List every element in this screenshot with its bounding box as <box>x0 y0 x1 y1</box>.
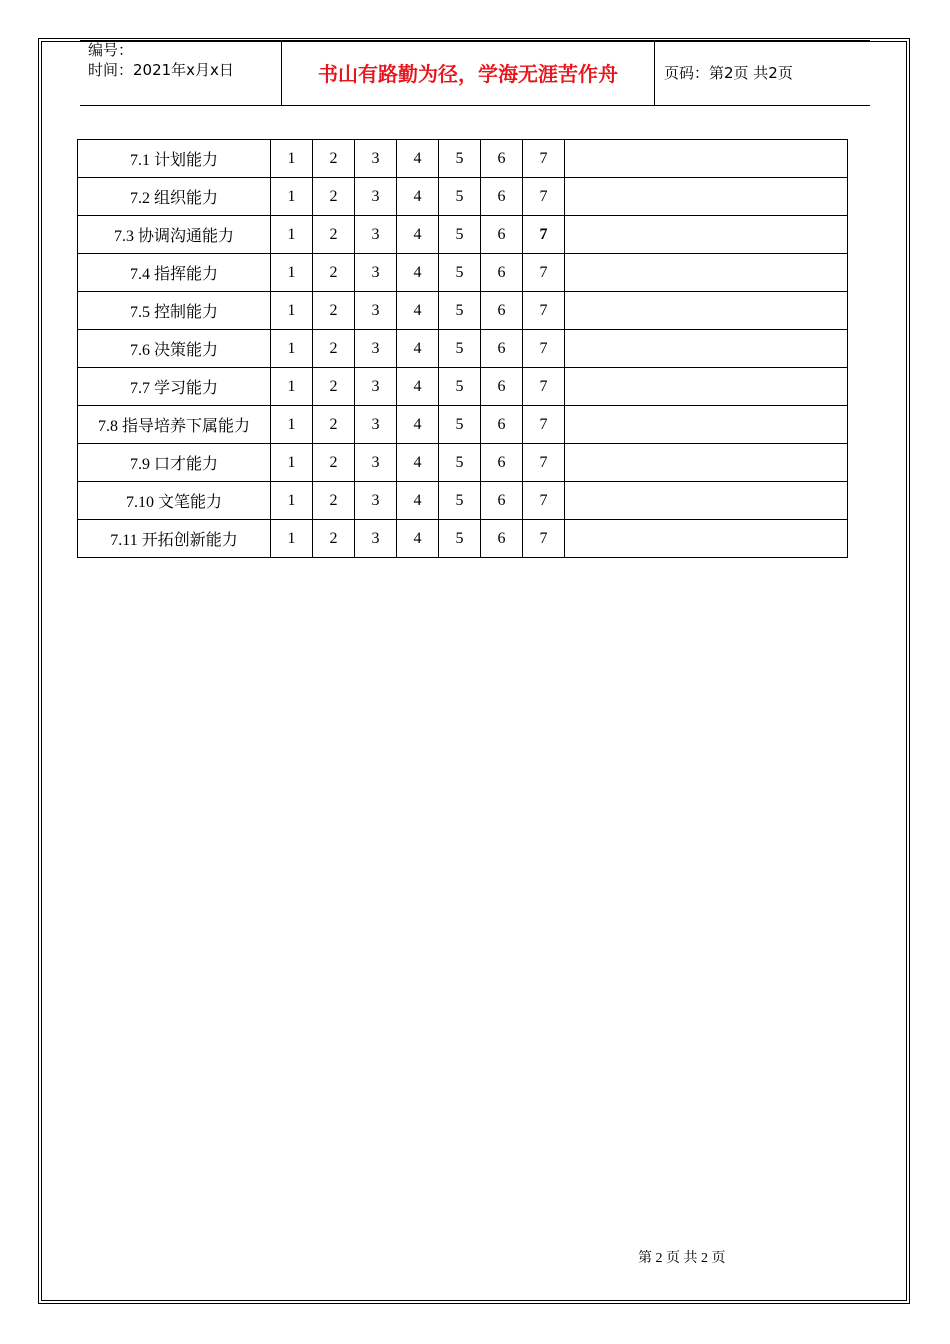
table-row <box>78 520 848 558</box>
score-cell: 3 <box>355 444 397 482</box>
score-cell: 6 <box>481 216 523 254</box>
score-cell: 1 <box>271 216 313 254</box>
score-cell: 4 <box>397 178 439 216</box>
score-cell: 1 <box>271 292 313 330</box>
ability-label: 7.5 控制能力 <box>78 292 271 330</box>
score-cell: 4 <box>397 330 439 368</box>
score-cell: 3 <box>355 368 397 406</box>
score-cell: 4 <box>397 140 439 178</box>
score-cell: 7 <box>523 482 565 520</box>
score-cell: 4 <box>397 292 439 330</box>
score-cell: 1 <box>271 330 313 368</box>
header-motto: 书山有路勤为径，学海无涯苦作舟 <box>318 62 618 86</box>
ability-label: 7.8 指导培养下属能力 <box>78 406 271 444</box>
score-cell: 1 <box>271 482 313 520</box>
score-cell: 2 <box>313 482 355 520</box>
table-row <box>78 140 848 178</box>
score-cell: 6 <box>481 140 523 178</box>
score-cell: 4 <box>397 216 439 254</box>
table-row <box>78 178 848 216</box>
score-cell: 2 <box>313 254 355 292</box>
remark-cell <box>565 254 848 292</box>
score-cell: 3 <box>355 178 397 216</box>
ability-label: 7.4 指挥能力 <box>78 254 271 292</box>
score-cell: 2 <box>313 520 355 558</box>
score-cell: 6 <box>481 406 523 444</box>
score-cell: 7 <box>523 406 565 444</box>
score-cell: 3 <box>355 406 397 444</box>
score-cell: 4 <box>397 368 439 406</box>
table-row <box>78 330 848 368</box>
score-cell: 3 <box>355 292 397 330</box>
score-cell: 4 <box>397 482 439 520</box>
score-cell: 1 <box>271 406 313 444</box>
score-cell: 2 <box>313 444 355 482</box>
score-cell: 3 <box>355 216 397 254</box>
score-cell: 1 <box>271 254 313 292</box>
header-meta <box>88 40 234 80</box>
remark-cell <box>565 406 848 444</box>
score-cell: 5 <box>439 254 481 292</box>
score-cell: 6 <box>481 520 523 558</box>
remark-cell <box>565 140 848 178</box>
score-cell: 6 <box>481 178 523 216</box>
ability-rating-table <box>77 139 848 558</box>
score-cell: 1 <box>271 368 313 406</box>
score-cell: 4 <box>397 406 439 444</box>
score-cell: 7 <box>523 254 565 292</box>
score-cell: 2 <box>313 140 355 178</box>
table-row <box>78 216 848 254</box>
score-cell: 5 <box>439 444 481 482</box>
score-cell: 7 <box>523 330 565 368</box>
score-cell: 3 <box>355 482 397 520</box>
remark-cell <box>565 292 848 330</box>
table-row <box>78 406 848 444</box>
ability-label: 7.11 开拓创新能力 <box>78 520 271 558</box>
score-cell: 1 <box>271 520 313 558</box>
score-cell: 5 <box>439 406 481 444</box>
ability-label: 7.7 学习能力 <box>78 368 271 406</box>
score-cell: 1 <box>271 140 313 178</box>
score-cell: 7 <box>523 520 565 558</box>
table-row <box>78 254 848 292</box>
ability-label: 7.10 文笔能力 <box>78 482 271 520</box>
remark-cell <box>565 482 848 520</box>
score-cell: 6 <box>481 292 523 330</box>
score-cell: 3 <box>355 254 397 292</box>
score-cell: 7 <box>523 444 565 482</box>
score-cell: 3 <box>355 520 397 558</box>
ability-label: 7.3 协调沟通能力 <box>78 216 271 254</box>
remark-cell <box>565 216 848 254</box>
header-divider-right <box>654 40 655 105</box>
header-bottom-rule <box>80 105 870 106</box>
remark-cell <box>565 444 848 482</box>
score-cell: 5 <box>439 292 481 330</box>
score-cell: 2 <box>313 330 355 368</box>
score-cell: 4 <box>397 444 439 482</box>
score-cell: 7 <box>523 216 565 254</box>
table-row <box>78 482 848 520</box>
score-cell: 5 <box>439 368 481 406</box>
table-row <box>78 444 848 482</box>
score-cell: 2 <box>313 368 355 406</box>
score-cell: 7 <box>523 140 565 178</box>
score-cell: 1 <box>271 444 313 482</box>
score-cell: 7 <box>523 292 565 330</box>
score-cell: 3 <box>355 330 397 368</box>
score-cell: 2 <box>313 178 355 216</box>
score-cell: 5 <box>439 330 481 368</box>
score-cell: 2 <box>313 406 355 444</box>
remark-cell <box>565 520 848 558</box>
score-cell: 6 <box>481 254 523 292</box>
document-date-label: 时间：2021年x月x日 <box>88 61 234 79</box>
score-cell: 6 <box>481 330 523 368</box>
score-cell: 4 <box>397 254 439 292</box>
ability-label: 7.1 计划能力 <box>78 140 271 178</box>
header-page-info: 页码：第2页 共2页 <box>664 64 793 82</box>
table-row <box>78 368 848 406</box>
score-cell: 1 <box>271 178 313 216</box>
ability-label: 7.2 组织能力 <box>78 178 271 216</box>
score-cell: 6 <box>481 482 523 520</box>
ability-label: 7.6 决策能力 <box>78 330 271 368</box>
ability-label: 7.9 口才能力 <box>78 444 271 482</box>
score-cell: 2 <box>313 216 355 254</box>
score-cell: 6 <box>481 368 523 406</box>
remark-cell <box>565 178 848 216</box>
score-cell: 7 <box>523 368 565 406</box>
table-row <box>78 292 848 330</box>
score-cell: 6 <box>481 444 523 482</box>
footer-page-number: 第 2 页 共 2 页 <box>638 1251 726 1266</box>
score-cell: 5 <box>439 482 481 520</box>
remark-cell <box>565 330 848 368</box>
score-cell: 5 <box>439 140 481 178</box>
score-cell: 5 <box>439 216 481 254</box>
score-cell: 7 <box>523 178 565 216</box>
score-cell: 2 <box>313 292 355 330</box>
score-cell: 5 <box>439 520 481 558</box>
remark-cell <box>565 368 848 406</box>
score-cell: 5 <box>439 178 481 216</box>
score-cell: 3 <box>355 140 397 178</box>
document-number-label: 编号： <box>88 41 134 59</box>
score-cell: 4 <box>397 520 439 558</box>
